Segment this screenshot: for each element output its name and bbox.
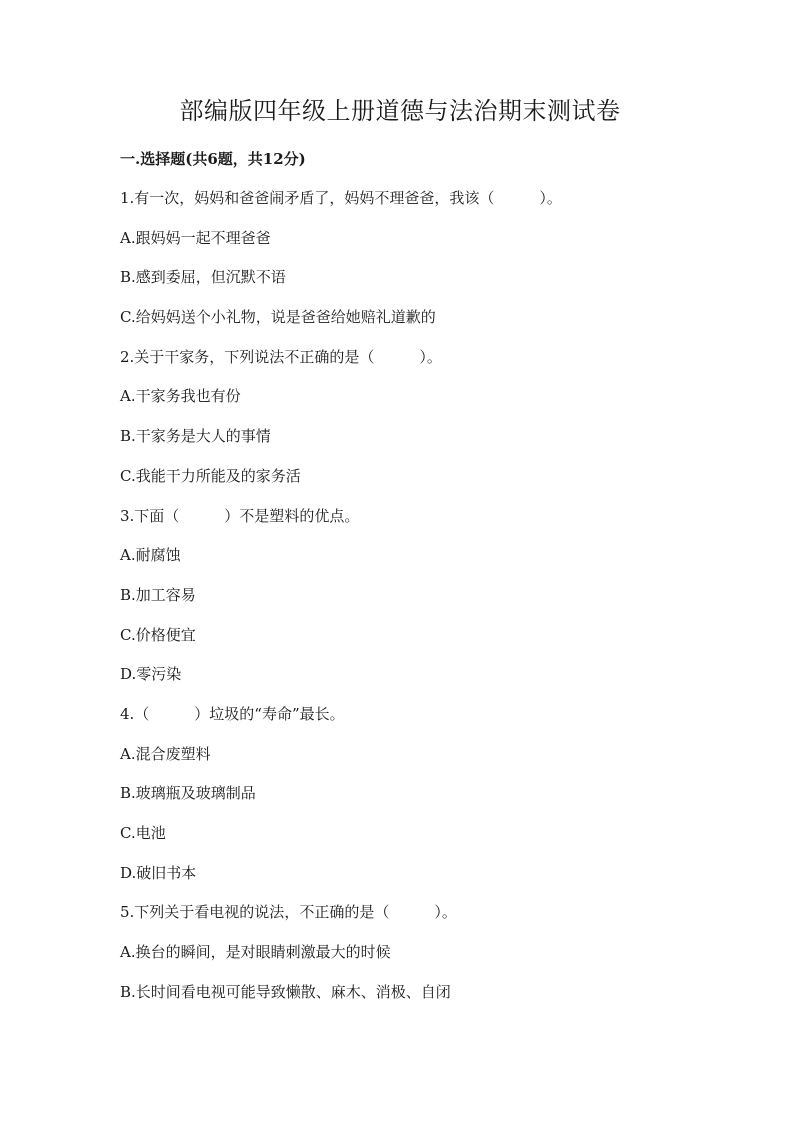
question-2-option-a: A.干家务我也有份 (120, 387, 241, 406)
question-list (120, 187, 740, 1020)
question-2-stem: 2.关于干家务，下列说法不正确的是（ ）。 (120, 347, 442, 366)
question-3-option-c: C.价格便宜 (120, 625, 196, 644)
question-1-option-b: B.感到委屈，但沉默不语 (120, 268, 286, 287)
section-heading: 一.选择题(共6题，共12分) (120, 150, 306, 168)
question-2-option-c: C.我能干力所能及的家务活 (120, 466, 301, 485)
question-3-option-a: A.耐腐蚀 (120, 546, 181, 565)
question-4-option-d: D.破旧书本 (120, 863, 197, 882)
question-5-option-b: B.长时间看电视可能导致懒散、麻木、消极、自闭 (120, 982, 451, 1001)
question-1-stem: 1.有一次，妈妈和爸爸闹矛盾了，妈妈不理爸爸，我该（ ）。 (120, 189, 562, 207)
question-4-option-c: C.电池 (120, 824, 166, 842)
question-5-stem: 5.下列关于看电视的说法，不正确的是（ ）。 (120, 903, 457, 922)
question-3-option-d: D.零污染 (120, 665, 182, 684)
question-4-option-b: B.玻璃瓶及玻璃制品 (120, 784, 256, 803)
question-1-option-a: A.跟妈妈一起不理爸爸 (120, 228, 271, 247)
question-4-stem: 4.（ ）垃圾的“寿命”最长。 (120, 704, 345, 723)
question-3-stem: 3.下面（ ）不是塑料的优点。 (120, 506, 360, 525)
question-2-option-b: B.干家务是大人的事情 (120, 427, 271, 446)
question-4-option-a: A.混合废塑料 (120, 744, 211, 763)
question-1-option-c: C.给妈妈送个小礼物，说是爸爸给她赔礼道歉的 (120, 308, 436, 327)
question-5-option-a: A.换台的瞬间，是对眼睛刺激最大的时候 (120, 943, 391, 962)
question-3-option-b: B.加工容易 (120, 585, 196, 604)
document-title: 部编版四年级上册道德与法治期末测试卷 (179, 97, 621, 125)
